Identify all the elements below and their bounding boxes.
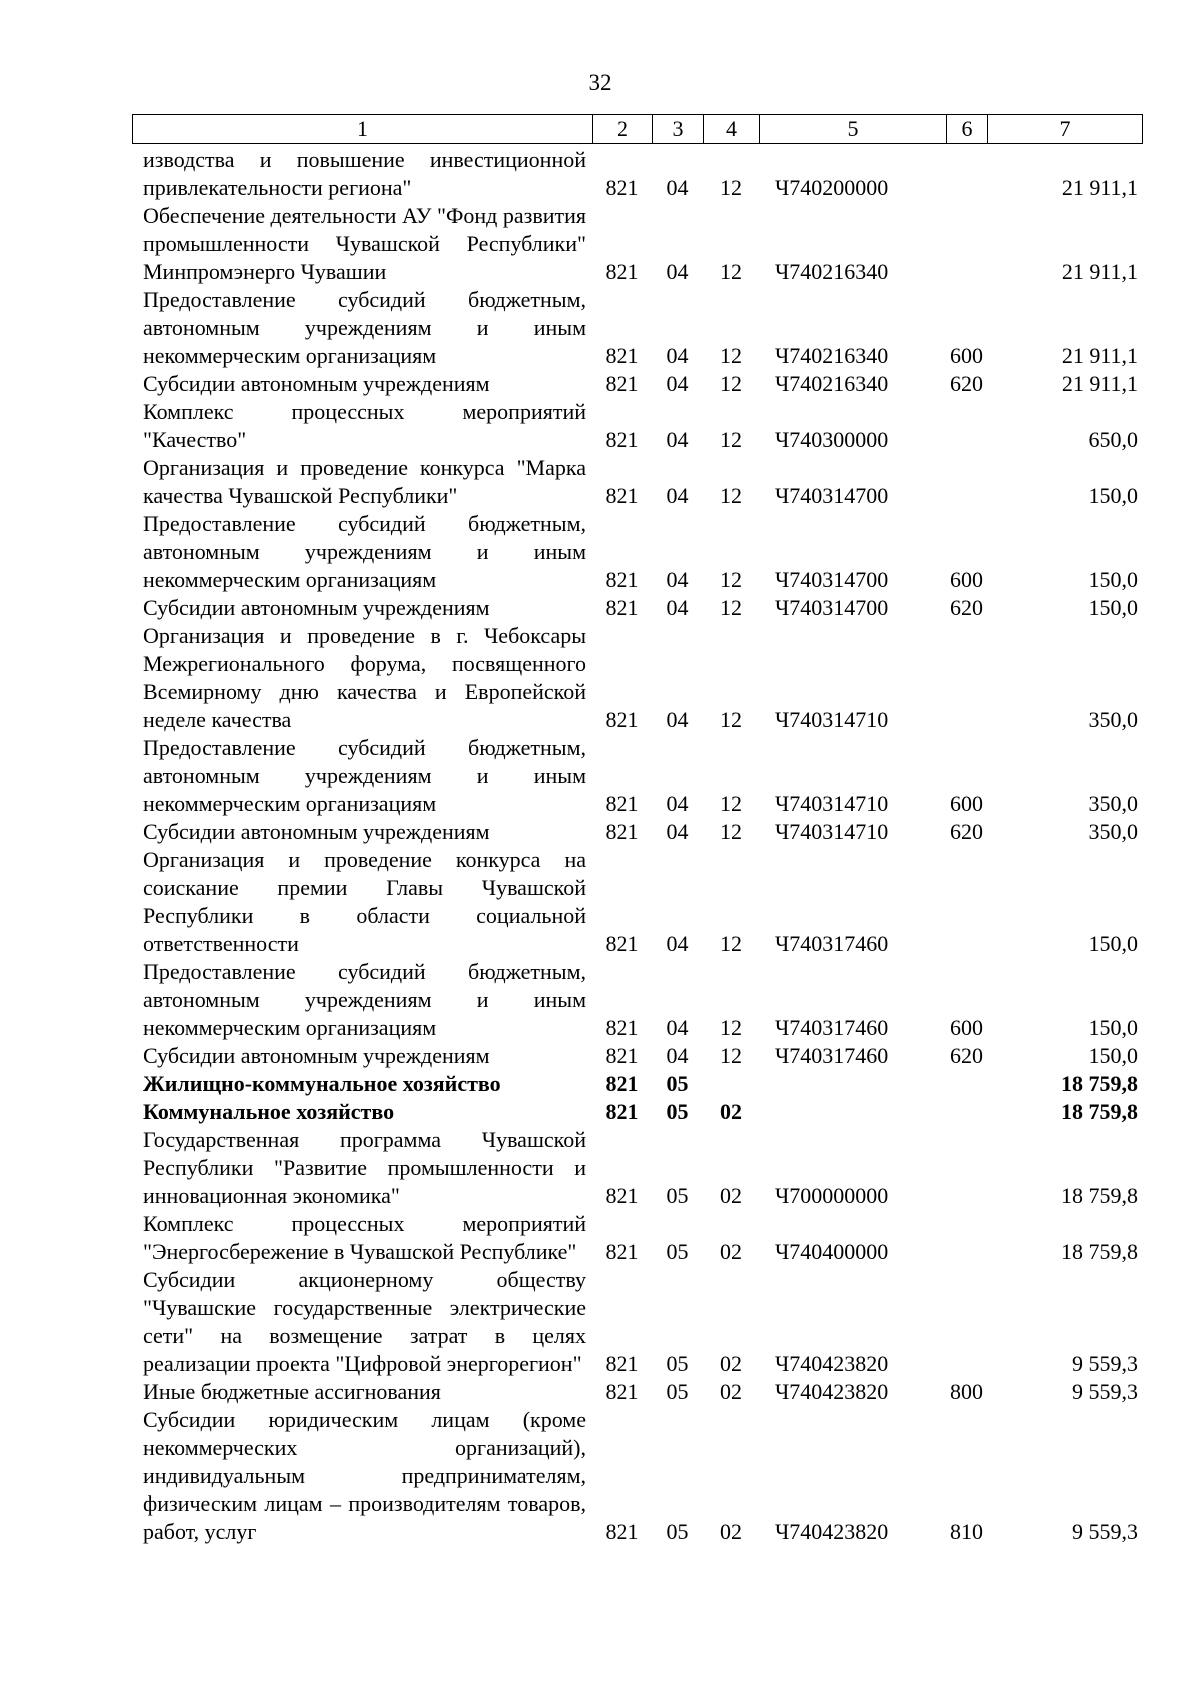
row-col-2: 821: [605, 483, 639, 508]
row-col-2: 821: [605, 1183, 639, 1208]
row-col-6: 600: [950, 343, 983, 368]
row-name: Коммунальное хозяйство: [143, 1099, 395, 1124]
row-col-3: 04: [666, 1015, 689, 1040]
row-col-2: 821: [605, 427, 639, 452]
row-col-7: 21 911,1: [1061, 175, 1138, 200]
row-name: Субсидии автономным учреждениям: [143, 819, 490, 844]
row-col-6: 620: [950, 1043, 983, 1068]
row-col-3: 04: [666, 931, 689, 956]
table-row: [132, 202, 1142, 286]
table-row: [132, 846, 1142, 958]
row-name: Субсидии автономным учреждениям: [143, 595, 490, 620]
row-col-7: 150,0: [1088, 595, 1138, 620]
row-name: изводства и повышение инвестиционной привлекательности региона": [143, 147, 586, 200]
row-col-6: [946, 1210, 987, 1266]
row-col-6: [946, 1070, 987, 1098]
row-col-5: Ч740423820: [775, 1351, 889, 1376]
row-col-3: 05: [666, 1071, 689, 1096]
row-col-2: 821: [605, 707, 639, 732]
row-col-5: Ч740314710: [775, 819, 889, 844]
row-col-2: 821: [605, 1015, 639, 1040]
header-col-7: 7: [988, 115, 1143, 144]
row-col-6: 620: [950, 371, 983, 396]
row-col-7: 21 911,1: [1061, 343, 1138, 368]
row-col-5: Ч740216340: [775, 259, 889, 284]
row-col-4: 02: [720, 1519, 742, 1544]
row-name: Обеспечение деятельности АУ "Фонд развития промышленности Чувашской Республики" Минпромэнерго Чувашии: [143, 203, 586, 284]
row-col-2: 821: [605, 1099, 639, 1124]
table-row: [132, 594, 1142, 622]
row-col-3: 05: [666, 1183, 689, 1208]
row-col-7: 21 911,1: [1061, 259, 1138, 284]
row-col-3: 04: [666, 371, 689, 396]
row-name: Предоставление субсидий бюджетным, автономным учреждениям и иным некоммерческим организациям: [143, 959, 586, 1040]
row-col-7: 18 759,8: [1061, 1239, 1138, 1264]
row-col-4: 12: [720, 343, 742, 368]
row-col-4: 12: [720, 931, 742, 956]
row-col-5: Ч740317460: [775, 931, 889, 956]
row-col-4: 02: [720, 1239, 742, 1264]
row-col-5: [759, 1070, 946, 1098]
row-col-6: 600: [950, 791, 983, 816]
row-col-3: 05: [666, 1351, 689, 1376]
row-col-7: 150,0: [1088, 931, 1138, 956]
row-name: Предоставление субсидий бюджетным, автономным учреждениям и иным некоммерческим организациям: [143, 511, 586, 592]
row-col-4: 12: [720, 483, 742, 508]
table-row: [132, 1266, 1142, 1378]
row-col-5: Ч700000000: [775, 1183, 889, 1208]
row-col-5: Ч740423820: [775, 1379, 889, 1404]
row-col-3: 04: [666, 595, 689, 620]
row-col-3: 05: [666, 1379, 689, 1404]
row-col-2: 821: [605, 931, 639, 956]
row-col-6: 600: [950, 1015, 983, 1040]
row-col-4: 02: [720, 1379, 742, 1404]
header-col-2: 2: [593, 115, 653, 144]
row-name: Предоставление субсидий бюджетным, автономным учреждениям и иным некоммерческим организациям: [143, 287, 586, 368]
row-name: Государственная программа Чувашской Республики "Развитие промышленности и инновационная экономика": [143, 1127, 586, 1208]
row-col-3: 04: [666, 483, 689, 508]
header-col-5: 5: [760, 115, 947, 144]
row-col-4: 12: [720, 427, 742, 452]
row-col-5: Ч740317460: [775, 1043, 889, 1068]
row-col-5: Ч740317460: [775, 1015, 889, 1040]
row-name: Субсидии автономным учреждениям: [143, 1043, 490, 1068]
row-col-7: 21 911,1: [1061, 371, 1138, 396]
row-col-7: 18 759,8: [1061, 1099, 1138, 1124]
row-col-6: 800: [950, 1379, 983, 1404]
row-name: Организация и проведение конкурса на соискание премии Главы Чувашской Республики в области социальной ответственности: [143, 847, 586, 956]
row-col-7: 150,0: [1088, 567, 1138, 592]
row-col-2: 821: [605, 1071, 639, 1096]
row-col-4: 12: [720, 707, 742, 732]
row-col-5: Ч740423820: [775, 1519, 889, 1544]
header-col-3: 3: [653, 115, 704, 144]
row-name: Субсидии юридическим лицам (кроме некоммерческих организаций), индивидуальным предпринимателям, физическим лицам – производителям товаров, работ, услуг: [143, 1407, 586, 1544]
row-col-6: [946, 398, 987, 454]
row-col-2: 821: [605, 595, 639, 620]
table-row: [132, 1406, 1142, 1546]
row-col-5: [759, 1098, 946, 1126]
row-col-6: 810: [950, 1519, 983, 1544]
row-col-5: Ч740314710: [775, 707, 889, 732]
page-number: 32: [588, 70, 612, 95]
row-col-6: [946, 202, 987, 286]
row-col-6: [946, 622, 987, 734]
row-col-7: 9 559,3: [1072, 1379, 1138, 1404]
row-name: Иные бюджетные ассигнования: [143, 1379, 441, 1404]
row-col-6: 620: [950, 819, 983, 844]
row-name: Субсидии автономным учреждениям: [143, 371, 490, 396]
row-col-6: [946, 454, 987, 510]
row-col-2: 821: [605, 1351, 639, 1376]
row-col-2: 821: [605, 1379, 639, 1404]
row-col-6: [946, 1098, 987, 1126]
row-col-5: Ч740314700: [775, 483, 889, 508]
row-col-4: 12: [720, 1043, 742, 1068]
row-col-6: 600: [950, 567, 983, 592]
table-row: [132, 1042, 1142, 1070]
row-col-3: 05: [666, 1099, 689, 1124]
row-name: Комплекс процессных мероприятий "Качество": [143, 399, 586, 452]
table-row: [132, 1126, 1142, 1210]
row-col-3: 04: [666, 175, 689, 200]
table-row: [132, 454, 1142, 510]
row-name: Организация и проведение в г. Чебоксары Межрегионального форума, посвященного Всемирному дню качества и Европейской неделе качества: [143, 623, 586, 732]
row-col-6: [946, 1126, 987, 1210]
row-col-2: 821: [605, 259, 639, 284]
row-col-5: Ч740216340: [775, 343, 889, 368]
row-col-5: Ч740300000: [775, 427, 889, 452]
row-col-4: 12: [720, 595, 742, 620]
row-col-5: Ч740216340: [775, 371, 889, 396]
row-col-3: 05: [666, 1519, 689, 1544]
row-col-7: 350,0: [1088, 791, 1138, 816]
row-col-4: [703, 1070, 759, 1098]
row-col-7: 150,0: [1088, 483, 1138, 508]
row-col-7: 9 559,3: [1072, 1351, 1138, 1376]
row-col-4: 12: [720, 371, 742, 396]
row-col-3: 04: [666, 1043, 689, 1068]
row-col-7: 650,0: [1088, 427, 1138, 452]
row-col-4: 02: [720, 1099, 742, 1124]
table-row: [132, 958, 1142, 1042]
table-row: [132, 370, 1142, 398]
row-col-6: [946, 846, 987, 958]
row-col-4: 02: [720, 1351, 742, 1376]
header-col-1: 1: [133, 115, 593, 144]
row-col-4: 02: [720, 1183, 742, 1208]
table-row: [132, 734, 1142, 818]
row-col-6: 620: [950, 595, 983, 620]
row-col-4: 12: [720, 819, 742, 844]
row-col-2: 821: [605, 1043, 639, 1068]
header-col-6: 6: [947, 115, 988, 144]
row-name: Комплекс процессных мероприятий "Энергосбережение в Чувашской Республике": [143, 1211, 586, 1264]
row-col-3: 04: [666, 819, 689, 844]
row-col-6: [946, 146, 987, 202]
row-col-4: 12: [720, 791, 742, 816]
row-col-7: 18 759,8: [1061, 1183, 1138, 1208]
table-row: [132, 146, 1142, 202]
table-row: [132, 1098, 1142, 1126]
row-col-2: 821: [605, 175, 639, 200]
row-col-2: 821: [605, 343, 639, 368]
row-col-2: 821: [605, 819, 639, 844]
row-col-3: 05: [666, 1239, 689, 1264]
row-col-5: Ч740314700: [775, 595, 889, 620]
table-row: [132, 818, 1142, 846]
row-col-3: 04: [666, 427, 689, 452]
row-col-2: 821: [605, 1239, 639, 1264]
row-col-5: Ч740314700: [775, 567, 889, 592]
row-col-5: Ч740314710: [775, 791, 889, 816]
row-col-4: 12: [720, 259, 742, 284]
table-row: [132, 1378, 1142, 1406]
row-col-7: 350,0: [1088, 707, 1138, 732]
row-col-7: 9 559,3: [1072, 1519, 1138, 1544]
row-col-3: 04: [666, 343, 689, 368]
row-col-3: 04: [666, 259, 689, 284]
row-col-3: 04: [666, 707, 689, 732]
row-col-4: 12: [720, 567, 742, 592]
row-col-4: 12: [720, 175, 742, 200]
table-header: [132, 114, 1143, 144]
row-col-7: 350,0: [1088, 819, 1138, 844]
row-col-5: Ч740400000: [775, 1239, 889, 1264]
header-col-4: 4: [704, 115, 760, 144]
row-col-3: 04: [666, 791, 689, 816]
table-row: [132, 622, 1142, 734]
row-col-2: 821: [605, 371, 639, 396]
row-name: Предоставление субсидий бюджетным, автономным учреждениям и иным некоммерческим организациям: [143, 735, 586, 816]
table-row: [132, 1210, 1142, 1266]
row-name: Жилищно-коммунальное хозяйство: [143, 1071, 501, 1096]
row-col-7: 18 759,8: [1061, 1071, 1138, 1096]
row-col-6: [946, 1266, 987, 1378]
row-col-3: 04: [666, 567, 689, 592]
row-col-7: 150,0: [1088, 1043, 1138, 1068]
row-col-2: 821: [605, 1519, 639, 1544]
table-row: [132, 286, 1142, 370]
row-col-7: 150,0: [1088, 1015, 1138, 1040]
row-col-2: 821: [605, 567, 639, 592]
row-col-4: 12: [720, 1015, 742, 1040]
budget-table: [132, 146, 1142, 1546]
table-row: [132, 510, 1142, 594]
row-col-2: 821: [605, 791, 639, 816]
row-name: Организация и проведение конкурса "Марка качества Чувашской Республики": [143, 455, 586, 508]
row-name: Субсидии акционерному обществу "Чувашские государственные электрические сети" на возмещение затрат в целях реализации проекта "Цифровой энергорегион": [143, 1267, 586, 1376]
table-row: [132, 1070, 1142, 1098]
table-row: [132, 398, 1142, 454]
row-col-5: Ч740200000: [775, 175, 889, 200]
